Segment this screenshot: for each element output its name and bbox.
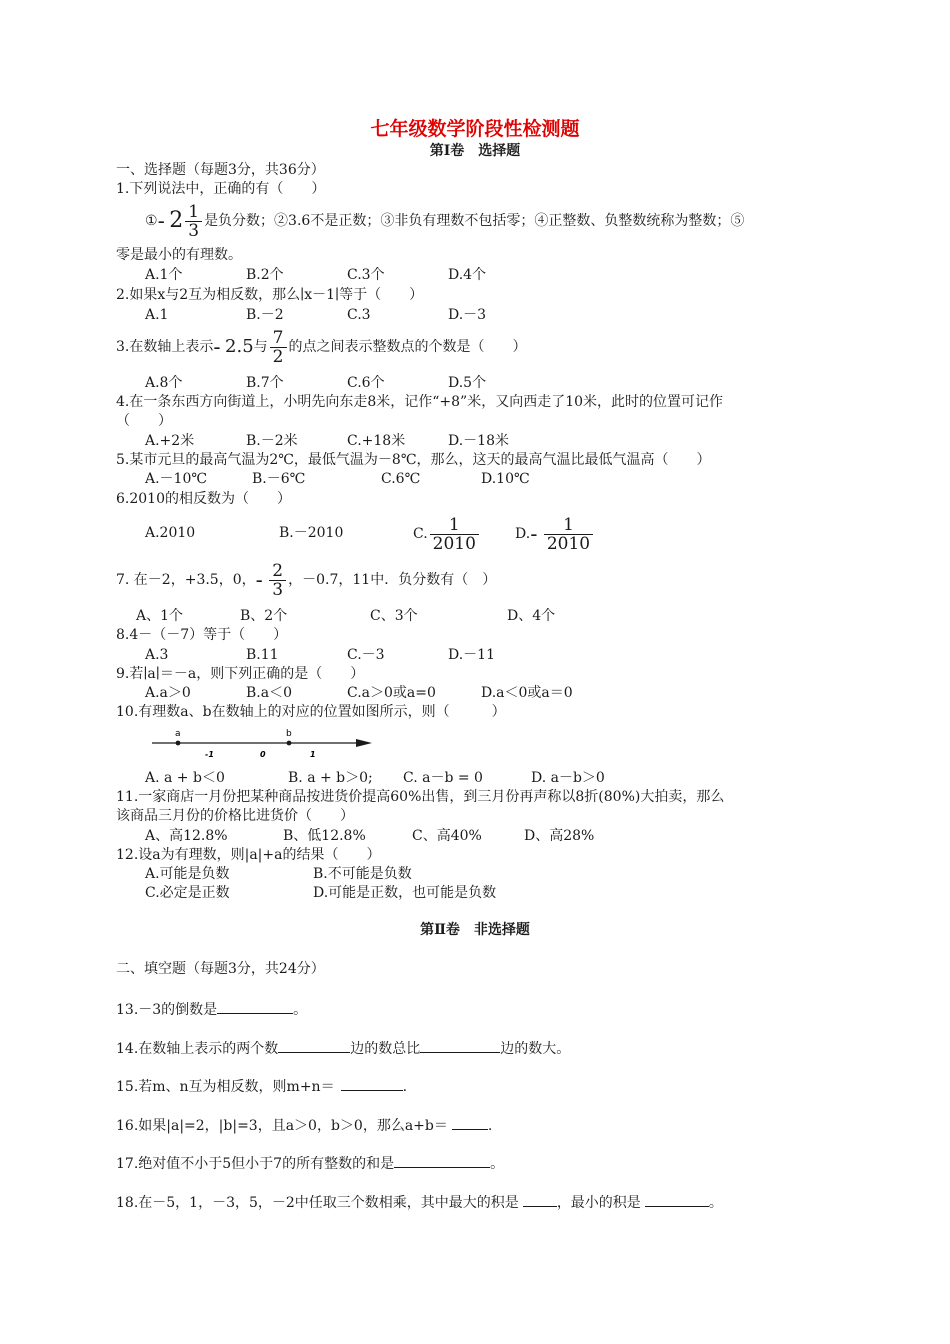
q1-option-b: B.2个 — [246, 267, 284, 283]
q3-stem — [116, 327, 527, 367]
q12-options — [145, 865, 565, 903]
section2-heading: 二、填空题（每题3分，共24分） — [116, 961, 325, 977]
q15-end: . — [402, 1079, 408, 1095]
q18-answer-blank-1[interactable] — [523, 1192, 557, 1207]
q1-continuation: 零是最小的有理数。 — [116, 247, 242, 263]
q7-option-c: C、3个 — [370, 608, 418, 624]
q10-option-c: C. a－b = 0 — [403, 770, 483, 786]
q8-option-a: A.3 — [145, 647, 169, 663]
q6-d-minus: - — [530, 522, 538, 546]
q6-option-b: B.－2010 — [279, 525, 344, 541]
q4-option-c: C.+18米 — [347, 433, 406, 449]
q2-options — [145, 306, 645, 324]
q14-text-1: 14.在数轴上表示的两个数 — [116, 1041, 279, 1057]
q3-frac-num: 7 — [272, 327, 284, 348]
q12-option-c: C.必定是正数 — [145, 885, 230, 901]
q3-value: 2.5 — [225, 336, 254, 357]
q1-frac-num: 1 — [188, 201, 200, 222]
q4-continuation: （ ） — [116, 413, 172, 429]
q5-option-a: A.－10℃ — [145, 471, 208, 487]
q10-option-b: B. a + b＞0; — [288, 770, 373, 786]
q1-statements — [145, 201, 744, 241]
q4-option-d: D.－18米 — [448, 433, 509, 449]
q6-option-d — [515, 514, 595, 554]
q14-answer-blank-2[interactable] — [420, 1038, 500, 1053]
q7-option-b: B、2个 — [240, 608, 288, 624]
q1-whole: 2 — [169, 208, 184, 233]
q11-option-b: B、低12.8% — [283, 828, 366, 844]
q3-fraction — [270, 329, 287, 366]
q6-stem: 6.2010的相反数为（ ） — [116, 491, 291, 507]
q10-option-d: D. a－b＞0 — [531, 770, 605, 786]
q1-options — [145, 266, 645, 284]
q15 — [116, 1076, 407, 1096]
q9-options — [145, 684, 645, 702]
q7-frac-num: 2 — [272, 560, 284, 581]
q5-stem: 5.某市元旦的最高气温为2℃，最低气温为－8℃，那么，这天的最高气温比最低气温高（ ） — [116, 452, 711, 468]
q12-option-a: A.可能是负数 — [145, 866, 230, 882]
q16-text: 16.如果|a|=2，|b|=3，且a＞0，b＞0，那么a+b＝ — [116, 1118, 448, 1134]
q8-options — [145, 646, 645, 664]
part2-title: 第Ⅱ卷 非选择题 — [420, 922, 530, 938]
q7-prefix: 7. 在－2，+3.5，0， — [116, 572, 256, 588]
q3-options — [145, 374, 645, 392]
q2-option-d: D.－3 — [448, 307, 487, 323]
tick-label-0: 0 — [260, 750, 266, 759]
q3-frac-den: 2 — [270, 347, 287, 366]
q17-end: 。 — [490, 1156, 505, 1172]
q3-option-b: B.7个 — [246, 375, 284, 391]
q12-stem: 12.设a为有理数，则|a|+a的结果（ ） — [116, 847, 381, 863]
q7-stem — [116, 558, 496, 602]
q14 — [116, 1038, 570, 1058]
q3-option-c: C.6个 — [347, 375, 385, 391]
q1-option-d: D.4个 — [448, 267, 487, 283]
tick-label-neg1: -1 — [205, 750, 214, 759]
q2-option-b: B.－2 — [246, 307, 284, 323]
q6-d-den: 2010 — [544, 534, 593, 553]
q1-statements-text: 是负分数；②3.6不是正数；③非负有理数不包括零；④正整数、负整数统称为整数；⑤ — [204, 213, 745, 229]
q18-text-2: ，最小的积是 — [556, 1195, 641, 1211]
q6-option-a: A.2010 — [145, 525, 196, 541]
q1-minus: - — [157, 209, 165, 233]
q15-text: 15.若m、n互为相反数，则m+n＝ — [116, 1079, 335, 1095]
q3-minus: - — [213, 335, 221, 359]
q7-minus: - — [255, 568, 263, 592]
q16 — [116, 1115, 492, 1135]
q1-frac-den: 3 — [185, 221, 202, 240]
q10-number-line — [150, 726, 380, 762]
tick-label-1: 1 — [310, 750, 316, 759]
q1-circle-1: ① — [145, 213, 158, 229]
q7-option-a: A、1个 — [136, 608, 184, 624]
q4-stem: 4.在一条东西方向街道上，小明先向东走8米，记作“+8”米，又向西走了10米，此时的位置可记作 — [116, 394, 724, 410]
q6-option-c-label: C. — [413, 526, 428, 542]
q9-option-a: A.a＞0 — [145, 685, 191, 701]
q18 — [116, 1192, 723, 1212]
point-a-label: a — [175, 729, 181, 739]
q5-option-d: D.10℃ — [481, 471, 530, 487]
page-title: 七年级数学阶段性检测题 — [370, 118, 580, 140]
q6-option-d-label: D. — [515, 526, 531, 542]
q2-stem: 2.如果x与2互为相反数，那么∣x－1∣等于（ ） — [116, 287, 424, 303]
q9-stem: 9.若∣a∣＝－a，则下列正确的是（ ） — [116, 666, 365, 682]
point-a-dot — [176, 741, 181, 746]
q3-option-a: A.8个 — [145, 375, 183, 391]
q8-option-d: D.－11 — [448, 647, 495, 663]
q9-option-c: C.a＞0或a=0 — [347, 685, 436, 701]
q13-text: 13.－3的倒数是 — [116, 1002, 218, 1018]
q6-option-c — [413, 514, 481, 554]
q2-option-c: C.3 — [347, 307, 371, 323]
number-line-arrow — [356, 739, 372, 747]
q6-d-num: 1 — [563, 514, 574, 535]
point-b-dot — [287, 741, 292, 746]
q14-text-3: 边的数大。 — [500, 1041, 571, 1057]
q6-options — [145, 514, 605, 554]
point-b-label: b — [286, 729, 292, 739]
q7-options — [136, 607, 636, 625]
q10-stem: 10.有理数a、b在数轴上的对应的位置如图所示，则（ ） — [116, 704, 506, 720]
q18-end: 。 — [708, 1195, 723, 1211]
q14-answer-blank-1[interactable] — [278, 1038, 350, 1053]
q11-continuation: 该商品三月份的价格比进货价（ ） — [116, 808, 354, 824]
q16-answer-blank[interactable] — [452, 1115, 488, 1130]
q11-option-c: C、高40% — [412, 828, 482, 844]
q3-suffix: 的点之间表示整数点的个数是（ ） — [288, 339, 527, 355]
q9-option-d: D.a＜0或a＝0 — [481, 685, 573, 701]
q7-suffix: ，－0.7，11中．负分数有（ ） — [288, 572, 497, 588]
q8-stem: 8.4－（－7）等于（ ） — [116, 627, 288, 643]
q6-c-den: 2010 — [430, 534, 479, 553]
q2-option-a: A.1 — [145, 307, 169, 323]
q3-option-d: D.5个 — [448, 375, 487, 391]
q12-option-b: B.不可能是负数 — [313, 866, 412, 882]
q3-mid: 与 — [253, 339, 268, 355]
q8-option-c: C.－3 — [347, 647, 385, 663]
section1-heading: 一、选择题（每题3分，共36分） — [116, 162, 325, 178]
part1-title: 第Ⅰ卷 选择题 — [429, 143, 521, 159]
q13 — [116, 999, 307, 1019]
q6-c-num: 1 — [448, 514, 460, 535]
q5-option-c: C.6℃ — [381, 471, 421, 487]
q17-answer-blank[interactable] — [394, 1153, 490, 1168]
q17 — [116, 1153, 504, 1173]
q13-end: 。 — [293, 1002, 308, 1018]
q11-options — [145, 827, 665, 845]
q3-prefix: 3.在数轴上表示 — [116, 339, 214, 355]
q11-stem: 11.一家商店一月份把某种商品按进货价提高60%出售，到三月份再声称以8折(80%)大拍卖，那么 — [116, 789, 725, 805]
q4-option-a: A.+2米 — [145, 433, 195, 449]
q15-answer-blank[interactable] — [341, 1076, 403, 1091]
q6-option-d-fraction — [544, 516, 593, 553]
q12-option-d: D.可能是正数，也可能是负数 — [313, 885, 497, 901]
q1-option-c: C.3个 — [347, 267, 385, 283]
q5-options — [145, 470, 645, 488]
q7-frac-den: 3 — [269, 580, 286, 599]
q7-option-d: D、4个 — [507, 608, 556, 624]
q4-options — [145, 432, 645, 450]
q14-text-2: 边的数总比 — [350, 1041, 421, 1057]
q5-option-b: B.－6℃ — [252, 471, 306, 487]
q11-option-d: D、高28% — [524, 828, 595, 844]
q11-option-a: A、高12.8% — [145, 828, 228, 844]
q1-option-a: A.1个 — [145, 267, 183, 283]
q10-options — [145, 769, 665, 787]
q8-option-b: B.11 — [246, 647, 279, 663]
q1-fraction — [185, 203, 202, 240]
q6-option-c-fraction — [430, 516, 479, 553]
q10-option-a: A. a + b＜0 — [145, 770, 225, 786]
q13-answer-blank[interactable] — [217, 999, 293, 1014]
q4-option-b: B.－2米 — [246, 433, 298, 449]
q1-stem: 1.下列说法中，正确的有（ ） — [116, 181, 326, 197]
q16-end: . — [487, 1118, 493, 1134]
q17-text: 17.绝对值不小于5但小于7的所有整数的和是 — [116, 1156, 395, 1172]
q9-option-b: B.a＜0 — [246, 685, 292, 701]
q18-text-1: 18.在－5，1，－3，5，－2中任取三个数相乘，其中最大的积是 — [116, 1195, 519, 1211]
q18-answer-blank-2[interactable] — [645, 1192, 709, 1207]
q7-fraction — [269, 562, 286, 599]
